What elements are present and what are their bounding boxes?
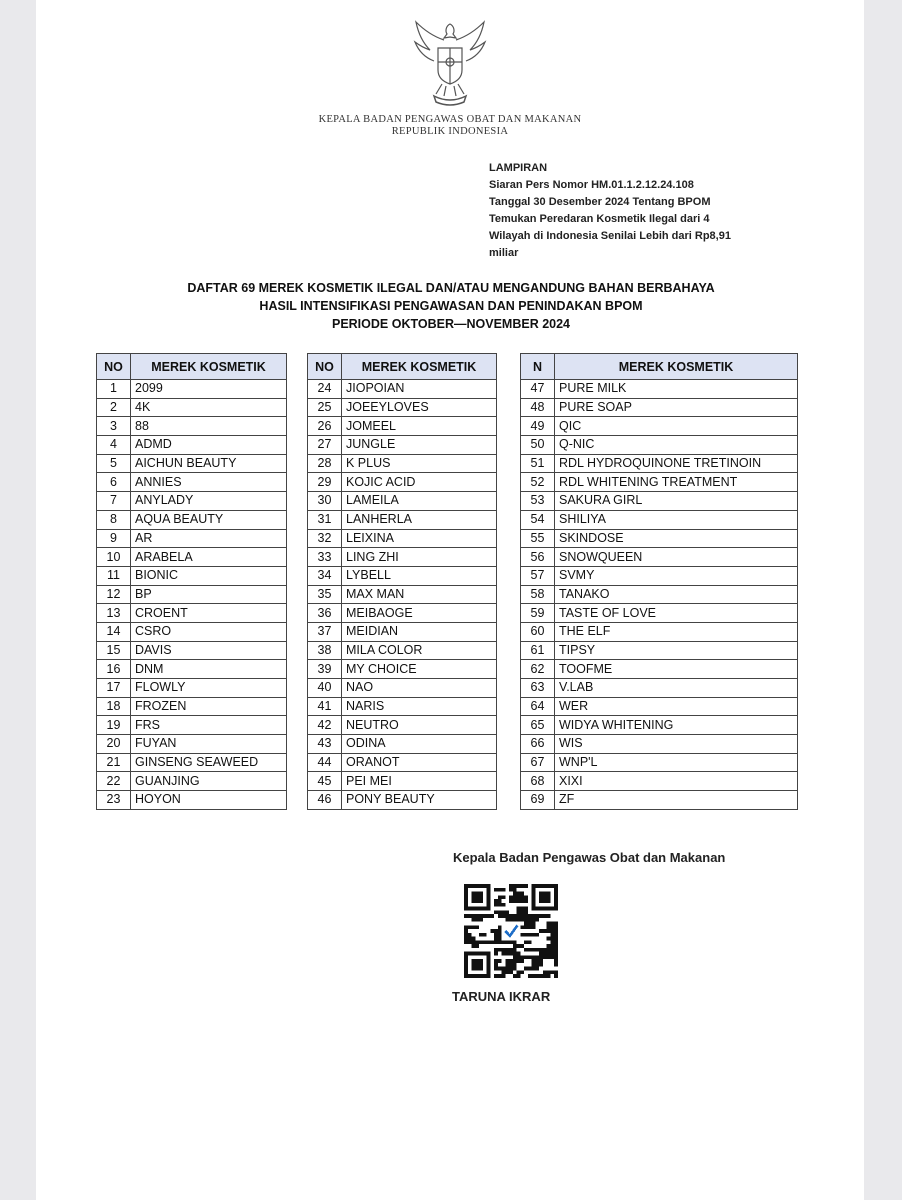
brand-name: JIOPOIAN xyxy=(342,380,497,399)
row-number: 25 xyxy=(308,398,342,417)
row-number: 62 xyxy=(521,660,555,679)
row-number: 60 xyxy=(521,622,555,641)
row-number: 40 xyxy=(308,679,342,698)
brand-name: ORANOT xyxy=(342,753,497,772)
brand-name: JOMEEL xyxy=(342,417,497,436)
brand-name: THE ELF xyxy=(555,622,798,641)
brand-name: PURE SOAP xyxy=(555,398,798,417)
table-row xyxy=(521,510,798,529)
table-row xyxy=(308,529,497,548)
table-row xyxy=(97,735,287,754)
attachment-line-1: Siaran Pers Nomor HM.01.1.2.12.24.108 xyxy=(489,179,694,191)
brand-name: RDL WHITENING TREATMENT xyxy=(555,473,798,492)
brand-name: FROZEN xyxy=(131,697,287,716)
column-header-no: NO xyxy=(308,354,342,380)
row-number: 67 xyxy=(521,753,555,772)
signer-name: TARUNA IKRAR xyxy=(452,989,551,1004)
table-row xyxy=(521,604,798,623)
row-number: 47 xyxy=(521,380,555,399)
row-number: 18 xyxy=(97,697,131,716)
table-row xyxy=(97,380,287,399)
brand-name: AR xyxy=(131,529,287,548)
table-row xyxy=(97,697,287,716)
row-number: 61 xyxy=(521,641,555,660)
table-row xyxy=(521,641,798,660)
table-row xyxy=(308,604,497,623)
row-number: 45 xyxy=(308,772,342,791)
brand-name: CROENT xyxy=(131,604,287,623)
brand-name: DNM xyxy=(131,660,287,679)
brand-name: MEIBAOGE xyxy=(342,604,497,623)
table-row xyxy=(521,772,798,791)
table-row xyxy=(521,548,798,567)
column-header-brand: MEREK KOSMETIK xyxy=(131,354,287,380)
table-row xyxy=(97,436,287,455)
brand-name: WIDYA WHITENING xyxy=(555,716,798,735)
brand-name: AICHUN BEAUTY xyxy=(131,454,287,473)
brand-name: HOYON xyxy=(131,791,287,810)
brand-name: QIC xyxy=(555,417,798,436)
row-number: 69 xyxy=(521,791,555,810)
row-number: 9 xyxy=(97,529,131,548)
brand-name: XIXI xyxy=(555,772,798,791)
row-number: 44 xyxy=(308,753,342,772)
row-number: 65 xyxy=(521,716,555,735)
row-number: 23 xyxy=(97,791,131,810)
row-number: 68 xyxy=(521,772,555,791)
brand-name: MAX MAN xyxy=(342,585,497,604)
brand-table-3 xyxy=(520,353,798,810)
row-number: 31 xyxy=(308,510,342,529)
table-row xyxy=(521,454,798,473)
table-row xyxy=(521,529,798,548)
table-row xyxy=(308,622,497,641)
row-number: 29 xyxy=(308,473,342,492)
brand-table-1 xyxy=(96,353,287,810)
attachment-line-5: miliar xyxy=(489,247,519,259)
table-row xyxy=(308,753,497,772)
row-number: 50 xyxy=(521,436,555,455)
garuda-emblem-icon xyxy=(410,18,490,110)
table-row xyxy=(521,585,798,604)
table-row xyxy=(308,716,497,735)
table-row xyxy=(308,697,497,716)
column-header-brand: MEREK KOSMETIK xyxy=(342,354,497,380)
table-row xyxy=(308,585,497,604)
row-number: 8 xyxy=(97,510,131,529)
table-row xyxy=(97,791,287,810)
brand-name: NARIS xyxy=(342,697,497,716)
table-row xyxy=(308,772,497,791)
brand-name: LANHERLA xyxy=(342,510,497,529)
column-header-no: NO xyxy=(97,354,131,380)
table-row xyxy=(97,398,287,417)
table-row xyxy=(521,380,798,399)
brand-name: LING ZHI xyxy=(342,548,497,567)
row-number: 22 xyxy=(97,772,131,791)
brand-name: K PLUS xyxy=(342,454,497,473)
brand-name: LEIXINA xyxy=(342,529,497,548)
brand-name: GINSENG SEAWEED xyxy=(131,753,287,772)
table-row xyxy=(521,697,798,716)
table-row xyxy=(308,492,497,511)
table-row xyxy=(97,641,287,660)
row-number: 28 xyxy=(308,454,342,473)
table-row xyxy=(521,735,798,754)
table-row xyxy=(97,716,287,735)
brand-name: SNOWQUEEN xyxy=(555,548,798,567)
row-number: 53 xyxy=(521,492,555,511)
brand-name: ADMD xyxy=(131,436,287,455)
table-row xyxy=(97,454,287,473)
brand-name: SHILIYA xyxy=(555,510,798,529)
table-row xyxy=(521,417,798,436)
table-row xyxy=(97,417,287,436)
table-row xyxy=(308,548,497,567)
row-number: 51 xyxy=(521,454,555,473)
row-number: 32 xyxy=(308,529,342,548)
brand-name: 88 xyxy=(131,417,287,436)
org-line-2: REPUBLIK INDONESIA xyxy=(391,126,509,137)
row-number: 12 xyxy=(97,585,131,604)
brand-name: AQUA BEAUTY xyxy=(131,510,287,529)
row-number: 17 xyxy=(97,679,131,698)
brand-name: FRS xyxy=(131,716,287,735)
row-number: 55 xyxy=(521,529,555,548)
table-row xyxy=(97,622,287,641)
table-row xyxy=(97,548,287,567)
heading-line-2: HASIL INTENSIFIKASI PENGAWASAN DAN PENINDAKAN BPOM xyxy=(259,299,643,313)
row-number: 6 xyxy=(97,473,131,492)
row-number: 54 xyxy=(521,510,555,529)
table-row xyxy=(308,417,497,436)
table-row xyxy=(308,791,497,810)
brand-name: WER xyxy=(555,697,798,716)
table-row xyxy=(521,791,798,810)
table-row xyxy=(97,585,287,604)
table-row xyxy=(97,660,287,679)
table-row xyxy=(97,772,287,791)
row-number: 13 xyxy=(97,604,131,623)
brand-name: TIPSY xyxy=(555,641,798,660)
row-number: 34 xyxy=(308,566,342,585)
brand-name: ZF xyxy=(555,791,798,810)
brand-name: ARABELA xyxy=(131,548,287,567)
row-number: 42 xyxy=(308,716,342,735)
column-header-no: N xyxy=(521,354,555,380)
row-number: 35 xyxy=(308,585,342,604)
row-number: 16 xyxy=(97,660,131,679)
row-number: 4 xyxy=(97,436,131,455)
brand-name: ANNIES xyxy=(131,473,287,492)
heading-line-3: PERIODE OKTOBER—NOVEMBER 2024 xyxy=(331,317,571,331)
brand-name: NAO xyxy=(342,679,497,698)
table-row xyxy=(308,510,497,529)
row-number: 64 xyxy=(521,697,555,716)
row-number: 30 xyxy=(308,492,342,511)
table-row xyxy=(97,473,287,492)
row-number: 2 xyxy=(97,398,131,417)
brand-name: GUANJING xyxy=(131,772,287,791)
row-number: 26 xyxy=(308,417,342,436)
row-number: 33 xyxy=(308,548,342,567)
brand-name: SKINDOSE xyxy=(555,529,798,548)
table-row xyxy=(97,753,287,772)
brand-name: KOJIC ACID xyxy=(342,473,497,492)
table-row xyxy=(97,604,287,623)
brand-name: LYBELL xyxy=(342,566,497,585)
brand-name: MY CHOICE xyxy=(342,660,497,679)
table-row xyxy=(308,380,497,399)
brand-name: V.LAB xyxy=(555,679,798,698)
attachment-info xyxy=(489,160,789,262)
table-row xyxy=(97,566,287,585)
brand-name: JOEEYLOVES xyxy=(342,398,497,417)
brand-name: JUNGLE xyxy=(342,436,497,455)
organization-header xyxy=(300,114,600,138)
row-number: 66 xyxy=(521,735,555,754)
table-row xyxy=(308,473,497,492)
table-row xyxy=(521,660,798,679)
column-header-brand: MEREK KOSMETIK xyxy=(555,354,798,380)
table-row xyxy=(308,398,497,417)
org-line-1: KEPALA BADAN PENGAWAS OBAT DAN MAKANAN xyxy=(318,114,582,125)
table-row xyxy=(308,566,497,585)
table-row xyxy=(308,660,497,679)
table-row xyxy=(521,716,798,735)
brand-name: Q-NIC xyxy=(555,436,798,455)
brand-name: MEIDIAN xyxy=(342,622,497,641)
table-row xyxy=(308,436,497,455)
brand-name: DAVIS xyxy=(131,641,287,660)
brand-name: ODINA xyxy=(342,735,497,754)
brand-name: SVMY xyxy=(555,566,798,585)
qr-code-icon xyxy=(464,884,558,978)
brand-name: PURE MILK xyxy=(555,380,798,399)
brand-name: CSRO xyxy=(131,622,287,641)
table-row xyxy=(308,454,497,473)
brand-table-2 xyxy=(307,353,497,810)
signer-title: Kepala Badan Pengawas Obat dan Makanan xyxy=(453,850,726,865)
table-row xyxy=(521,436,798,455)
attachment-line-3: Temukan Peredaran Kosmetik Ilegal dari 4 xyxy=(489,213,710,225)
row-number: 5 xyxy=(97,454,131,473)
table-row xyxy=(97,529,287,548)
row-number: 56 xyxy=(521,548,555,567)
brand-name: BP xyxy=(131,585,287,604)
row-number: 19 xyxy=(97,716,131,735)
attachment-title: LAMPIRAN xyxy=(489,162,548,174)
row-number: 20 xyxy=(97,735,131,754)
attachment-line-2: Tanggal 30 Desember 2024 Tentang BPOM xyxy=(489,196,711,208)
brand-name: PEI MEI xyxy=(342,772,497,791)
brand-name: LAMEILA xyxy=(342,492,497,511)
brand-name: TOOFME xyxy=(555,660,798,679)
table-row xyxy=(308,679,497,698)
row-number: 38 xyxy=(308,641,342,660)
table-row xyxy=(97,679,287,698)
brand-name: NEUTRO xyxy=(342,716,497,735)
brand-name: TANAKO xyxy=(555,585,798,604)
brand-name: WIS xyxy=(555,735,798,754)
brand-name: TASTE OF LOVE xyxy=(555,604,798,623)
row-number: 41 xyxy=(308,697,342,716)
row-number: 37 xyxy=(308,622,342,641)
brand-name: BIONIC xyxy=(131,566,287,585)
row-number: 14 xyxy=(97,622,131,641)
brand-name: MILA COLOR xyxy=(342,641,497,660)
row-number: 7 xyxy=(97,492,131,511)
row-number: 49 xyxy=(521,417,555,436)
document-heading xyxy=(96,279,806,333)
table-row xyxy=(521,398,798,417)
table-row xyxy=(521,753,798,772)
row-number: 57 xyxy=(521,566,555,585)
table-row xyxy=(308,641,497,660)
row-number: 59 xyxy=(521,604,555,623)
row-number: 36 xyxy=(308,604,342,623)
brand-name: 4K xyxy=(131,398,287,417)
brand-name: ANYLADY xyxy=(131,492,287,511)
brand-name: PONY BEAUTY xyxy=(342,791,497,810)
table-row xyxy=(521,492,798,511)
table-row xyxy=(97,492,287,511)
row-number: 10 xyxy=(97,548,131,567)
brand-name: FLOWLY xyxy=(131,679,287,698)
brand-name: SAKURA GIRL xyxy=(555,492,798,511)
row-number: 43 xyxy=(308,735,342,754)
brand-name: FUYAN xyxy=(131,735,287,754)
heading-line-1: DAFTAR 69 MEREK KOSMETIK ILEGAL DAN/ATAU MENGANDUNG BAHAN BERBAHAYA xyxy=(187,281,715,295)
row-number: 21 xyxy=(97,753,131,772)
row-number: 24 xyxy=(308,380,342,399)
row-number: 1 xyxy=(97,380,131,399)
table-row xyxy=(521,679,798,698)
table-row xyxy=(521,473,798,492)
row-number: 39 xyxy=(308,660,342,679)
brand-name: RDL HYDROQUINONE TRETINOIN xyxy=(555,454,798,473)
row-number: 11 xyxy=(97,566,131,585)
table-row xyxy=(521,566,798,585)
table-row xyxy=(521,622,798,641)
brand-name: 2099 xyxy=(131,380,287,399)
brand-name: WNP'L xyxy=(555,753,798,772)
row-number: 48 xyxy=(521,398,555,417)
row-number: 3 xyxy=(97,417,131,436)
row-number: 46 xyxy=(308,791,342,810)
table-row xyxy=(308,735,497,754)
row-number: 63 xyxy=(521,679,555,698)
row-number: 58 xyxy=(521,585,555,604)
table-row xyxy=(97,510,287,529)
row-number: 27 xyxy=(308,436,342,455)
row-number: 52 xyxy=(521,473,555,492)
attachment-line-4: Wilayah di Indonesia Senilai Lebih dari Rp8,91 xyxy=(489,230,731,242)
row-number: 15 xyxy=(97,641,131,660)
